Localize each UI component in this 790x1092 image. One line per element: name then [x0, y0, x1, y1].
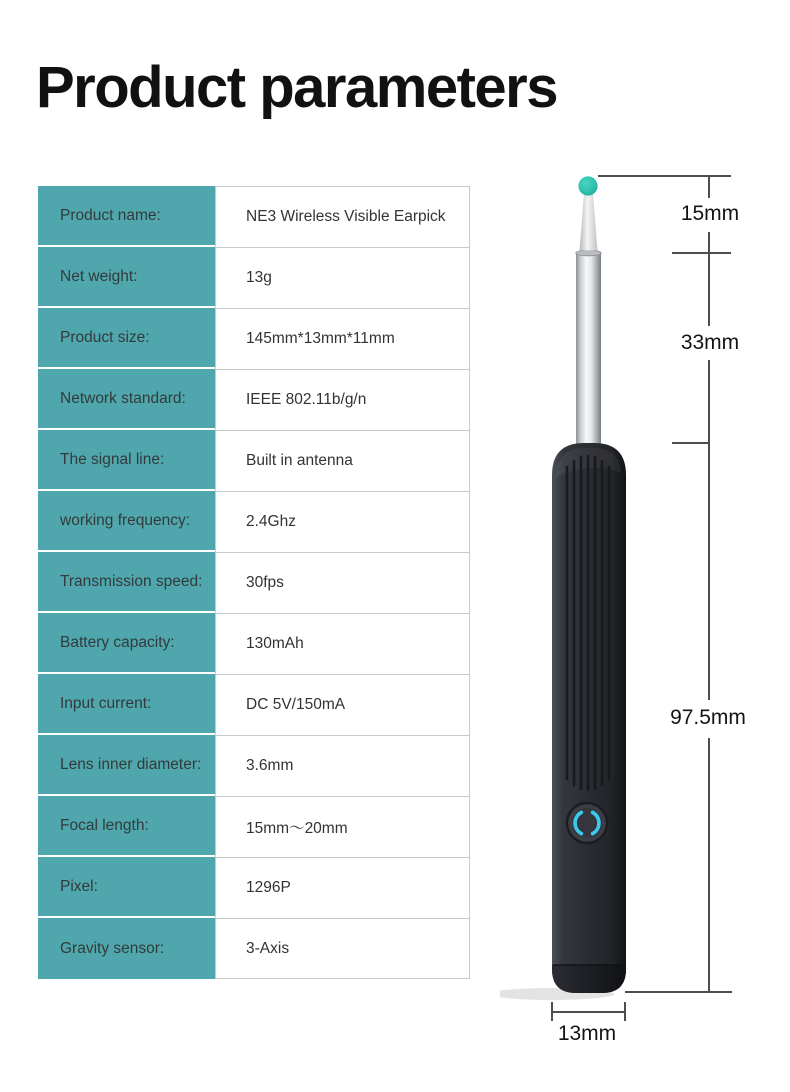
spec-table-row	[38, 247, 470, 308]
spec-row-label: Pixel:	[38, 857, 215, 918]
spec-row-label: Transmission speed:	[38, 552, 215, 613]
dimension-label-stem: 33mm	[645, 330, 775, 356]
earpick-illustration	[500, 165, 790, 1065]
spec-table-row	[38, 308, 470, 369]
spec-table-row	[38, 918, 470, 979]
spec-row-label: Product size:	[38, 308, 215, 369]
spec-row-value: 1296P	[215, 857, 470, 918]
spec-row-value: NE3 Wireless Visible Earpick	[215, 186, 470, 247]
spec-row-value: 145mm*13mm*11mm	[215, 308, 470, 369]
spec-row-value: 3-Axis	[215, 918, 470, 979]
spec-row-label: Battery capacity:	[38, 613, 215, 674]
page-title: Product parameters	[36, 55, 557, 120]
spec-table-row	[38, 369, 470, 430]
spec-table-row	[38, 735, 470, 796]
spec-row-label: Lens inner diameter:	[38, 735, 215, 796]
spec-row-label: Focal length:	[38, 796, 215, 857]
spec-row-value: 30fps	[215, 552, 470, 613]
spec-row-label: Gravity sensor:	[38, 918, 215, 979]
spec-row-value: Built in antenna	[215, 430, 470, 491]
spec-row-value: 130mAh	[215, 613, 470, 674]
spec-row-label: Net weight:	[38, 247, 215, 308]
earpick-handle	[552, 443, 626, 993]
spec-table-row	[38, 186, 470, 247]
spec-row-value: 13g	[215, 247, 470, 308]
spec-row-label: working frequency:	[38, 491, 215, 552]
earpick-ball	[578, 176, 597, 195]
spec-row-value: 2.4Ghz	[215, 491, 470, 552]
spec-table	[38, 186, 470, 979]
dimension-label-tip: 15mm	[645, 201, 775, 227]
spec-table-row	[38, 674, 470, 735]
dimension-label-handle: 97.5mm	[643, 705, 773, 731]
spec-table-row	[38, 491, 470, 552]
earpick-stem	[576, 250, 602, 452]
spec-row-label: Input current:	[38, 674, 215, 735]
spec-row-label: The signal line:	[38, 430, 215, 491]
grip-grooves	[567, 456, 609, 790]
handle-bottom-cap	[552, 965, 626, 993]
spec-row-label: Product name:	[38, 186, 215, 247]
spec-row-value: IEEE 802.11b/g/n	[215, 369, 470, 430]
earpick-tip-cone	[580, 191, 598, 251]
earpick-button	[567, 803, 607, 843]
spec-row-value: DC 5V/150mA	[215, 674, 470, 735]
spec-table-row	[38, 552, 470, 613]
spec-table-row	[38, 613, 470, 674]
spec-table-row	[38, 430, 470, 491]
spec-table-row	[38, 796, 470, 857]
dimension-label-width: 13mm	[522, 1021, 652, 1047]
spec-row-label: Network standard:	[38, 369, 215, 430]
spec-row-value: 3.6mm	[215, 735, 470, 796]
spec-row-value: 15mm～20mm	[215, 796, 470, 857]
spec-table-row	[38, 857, 470, 918]
